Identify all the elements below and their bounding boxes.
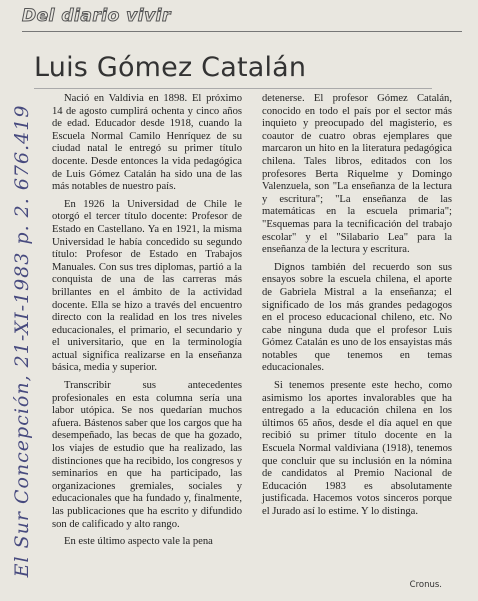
handwritten-annotation — [11, 81, 33, 601]
paragraph: En 1926 la Universidad de Chile le otorgó el tercer título docente: Profesor de Estado en Castellano. Ya en 1921, la misma Universidad le había concedido su segundo título: Profesor de Estado en Trabajos Manuales. Con sus tres diplomas, partió a la conquista de una de las carreras más brillantes en el ámbito de la actividad docente. Ella se hizo a través del encuentro directo con la realidad en los tres niveles educacionales, el primario, el secundario y el universitario, que en la terminología actual significa realizarse en la enseñanza básica, media y superior. — [52, 198, 242, 374]
section-heading: Del diario vivir — [22, 6, 171, 26]
paragraph: Nació en Valdivia en 1898. El próximo 14 de agosto cumplirá ochenta y cinco años de edad. Educador desde 1918, cuando la Escuela Normal Camilo Henríquez de su ciudad natal le entregó su primer título docente. Desde entonces la vida pedagógica de Luis Gómez Catalán ha sido una de las más notables de nuestro país. — [52, 93, 242, 193]
paragraph: Dignos también del recuerdo son sus ensayos sobre la escuela chilena, el aporte de Gabriela Mistral a la enseñanza; el significado de los más grandes pedagogos en el proceso educacional chileno, etc. No cabe ninguna duda que el profesor Luis Gómez Catalán es uno de los ensayistas más notables que tenemos en temas educacionales. — [262, 261, 452, 374]
paragraph: detenerse. El profesor Gómez Catalán, conocido en todo el país por el sector más inquieto y preocupado del magisterio, es coautor de cuatro obras ejemplares que marcaron un hito en la literatura pedagógica chilena. Tales libros, editados con los profesores Berta Riquelme y Domingo Valenzuela, son "La enseñanza de la lectura y escritura"; "La enseñanza de las matemáticas en la escuela primaria"; "Esquemas para la tecnificación del trabajo escolar" y el "Silabario Lea" para la enseñanza de la lectura y escritura. — [262, 93, 452, 256]
paragraph: Si tenemos presente este hecho, como asimismo los aportes invalorables que ha entregado a la educación chilena en los últimos 65 años, desde el día aquel en que recibió su primer título docente en la Escuela Normal valdiviana (1918), tenemos que concluir que su inclusión en la nómina de candidatos al Premio Nacional de Educación 1983 es absolutamente justificada. Hacemos votos sinceros porque el Jurado así lo estime. Y lo distinga. — [262, 380, 452, 517]
left-column — [52, 93, 242, 549]
paragraph: Transcribir sus antecedentes profesionales en esta columna sería una labor utópica. Se nos quedarían muchos afuera. Bástenos saber que los cargos que ha desempeñado, las becas de que ha gozado, los viajes de estudio que ha realizado, las distinciones que ha recibido, los congresos y seminarios en que ha participado, las organizaciones gremiales, sociales y educacionales que ha fundado y, finalmente, las publicaciones que ha escrito y difundido son de calificado y alto rango. — [52, 380, 242, 530]
paragraph: En este último aspecto vale la pena — [64, 536, 213, 548]
handwritten-text: El Sur Concepción, 21-XI-1983 p. 2. 676.419 — [11, 104, 33, 578]
right-column — [262, 93, 452, 519]
title-rule — [34, 88, 432, 89]
header-rule — [22, 31, 462, 32]
author-signature: Cronus. — [409, 580, 442, 590]
article-title: Luis Gómez Catalán — [34, 52, 307, 83]
